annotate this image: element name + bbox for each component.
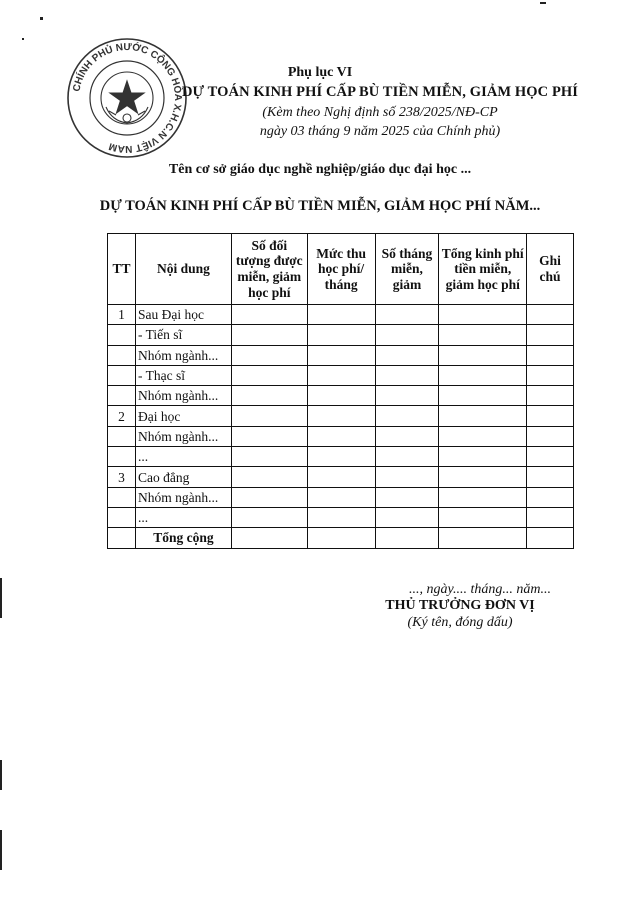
table-row xyxy=(108,406,574,426)
column-header: Số tháng miễn, giảm xyxy=(375,234,439,305)
appendix-label: Phụ lục VI xyxy=(287,65,353,80)
table-row xyxy=(108,365,574,385)
column-header: Ghi chú xyxy=(527,234,574,305)
row-content: ... xyxy=(135,507,231,527)
document-title: DỰ TOÁN KINH PHÍ CẤP BÙ TIỀN MIỄN, GIẢM HỌC PHÍ xyxy=(181,84,579,100)
decree-date: ngày 03 tháng 9 năm 2025 của Chính phủ) xyxy=(259,124,501,139)
table-row xyxy=(108,507,574,527)
row-number xyxy=(108,386,136,406)
row-number: 2 xyxy=(108,406,136,426)
budget-table xyxy=(107,233,574,549)
table-row xyxy=(108,345,574,365)
row-content: Cao đẳng xyxy=(135,467,231,487)
row-number xyxy=(108,507,136,527)
scan-mark xyxy=(0,830,2,870)
row-number xyxy=(108,365,136,385)
row-number xyxy=(108,345,136,365)
row-number xyxy=(108,447,136,467)
signature-date-line: ..., ngày.... tháng... năm... xyxy=(409,582,551,597)
row-number: 3 xyxy=(108,467,136,487)
row-content: - Tiến sĩ xyxy=(135,325,231,345)
row-number xyxy=(108,426,136,446)
table-row xyxy=(108,447,574,467)
seal-text: CHÍNH PHỦ NƯỚC CỘNG HÒA X.H.C.N VIỆT NAM xyxy=(71,41,184,155)
decree-reference: (Kèm theo Nghị định số 238/2025/NĐ-CP xyxy=(262,105,498,120)
column-header: Mức thu học phí/ tháng xyxy=(307,234,375,305)
scan-mark xyxy=(22,38,24,40)
scan-mark xyxy=(0,578,2,618)
scan-mark xyxy=(540,2,546,4)
row-content: Nhóm ngành... xyxy=(135,386,231,406)
signature-note: (Ký tên, đóng dấu) xyxy=(407,615,513,630)
scan-mark xyxy=(40,17,43,20)
table-row xyxy=(108,467,574,487)
table-row xyxy=(108,325,574,345)
column-header: Tổng kinh phí tiền miễn, giảm học phí xyxy=(439,234,527,305)
row-content: Nhóm ngành... xyxy=(135,345,231,365)
table-row xyxy=(108,386,574,406)
row-content: - Thạc sĩ xyxy=(135,365,231,385)
column-header: Số đối tượng được miễn, giảm học phí xyxy=(231,234,307,305)
column-header: TT xyxy=(108,234,136,305)
table-header-row xyxy=(108,234,574,305)
column-header: Nội dung xyxy=(135,234,231,305)
table-row xyxy=(108,426,574,446)
institution-line: Tên cơ sở giáo dục nghề nghiệp/giáo dục đại học ... xyxy=(168,162,472,177)
table-row xyxy=(108,487,574,507)
scan-mark xyxy=(0,760,2,790)
row-content: Nhóm ngành... xyxy=(135,426,231,446)
table-row xyxy=(108,305,574,325)
row-content: Nhóm ngành... xyxy=(135,487,231,507)
row-number xyxy=(108,487,136,507)
row-content: Sau Đại học xyxy=(135,305,231,325)
row-content: Đại học xyxy=(135,406,231,426)
main-title: DỰ TOÁN KINH PHÍ CẤP BÙ TIỀN MIỄN, GIẢM HỌC PHÍ NĂM... xyxy=(99,198,541,214)
row-number: 1 xyxy=(108,305,136,325)
signature-title: THỦ TRƯỞNG ĐƠN VỊ xyxy=(385,598,535,613)
row-number xyxy=(108,325,136,345)
row-content: ... xyxy=(135,447,231,467)
total-row xyxy=(108,528,574,548)
total-label: Tổng cộng xyxy=(135,528,231,548)
